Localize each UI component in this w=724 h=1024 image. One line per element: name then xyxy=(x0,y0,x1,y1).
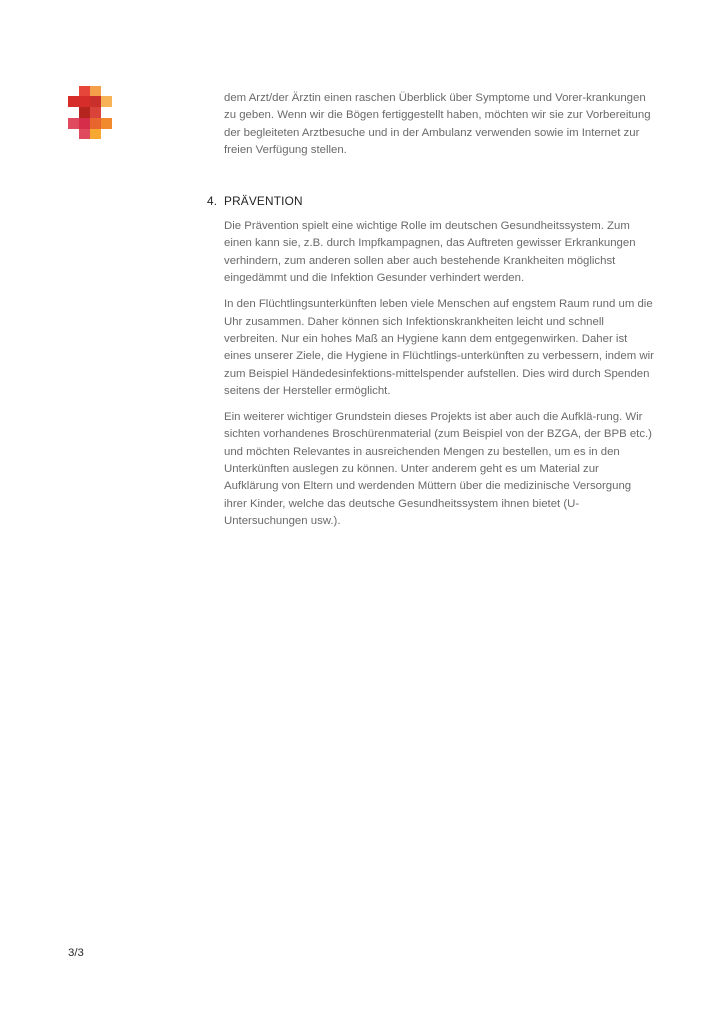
section-paragraph: In den Flüchtlingsunterkünften leben viele Menschen auf engstem Raum rund um die Uhr zusammen. Daher können sich Infektionskrankheiten leicht und schnell verbreiten. Nur ein hohes Maß an Hygiene kann dem entgegenwirken. Daher ist eines unserer Ziele, die Hygiene in Flüchtlings-unterkünften zu verbessern, indem wir zum Beispiel Händedesinfektions-mittelspender aufstellen. Dies wird durch Spenden seitens der Hersteller ermöglicht. xyxy=(224,298,654,397)
logo-block xyxy=(90,107,101,118)
section-paragraph: Die Prävention spielt eine wichtige Rolle im deutschen Gesundheitssystem. Zum einen kann sie, z.B. durch Impfkampagnen, das Auftreten gewisser Erkrankungen verhindern, zum anderen sollen aber auch bestehende Krankheiten möglichst eingedämmt und die Infektion Gesunder verhindert werden. xyxy=(224,220,636,285)
logo-block xyxy=(90,118,101,129)
logo-block xyxy=(90,96,101,107)
logo-block xyxy=(79,129,90,139)
section-heading xyxy=(207,193,654,210)
page-number: 3/3 xyxy=(68,947,84,959)
intro-paragraph: dem Arzt/der Ärztin einen raschen Überblick über Symptome und Vorer-krankungen zu geben. Wenn wir die Bögen fertiggestellt haben, möchten wir sie zur Vorbereitung der begleiteten Arztbesuche und in der Ambulanz verwenden sowie im Internet zur freien Verfügung stellen. xyxy=(224,92,651,156)
logo-block xyxy=(79,107,90,118)
logo-block xyxy=(101,118,112,129)
logo-block xyxy=(79,118,90,129)
logo-block xyxy=(79,86,90,96)
hash-logo-icon xyxy=(68,86,124,142)
logo-block xyxy=(68,118,79,129)
section-title: PRÄVENTION xyxy=(224,194,303,209)
document-body xyxy=(207,90,654,530)
logo-block xyxy=(90,86,101,96)
logo-block xyxy=(90,129,101,139)
logo-block xyxy=(79,96,90,107)
section-number: 4. xyxy=(207,194,218,209)
section-paragraph: Ein weiterer wichtiger Grundstein dieses Projekts ist aber auch die Aufklä-rung. Wir sichten vorhandenes Broschürenmaterial (zum Beispiel von der BZGA, der BPB etc.) und möchten Relevantes in ausreichenden Mengen zu bestellen, um es in den Unterkünften auslegen zu können. Unter anderem geht es um Material zur Aufklärung von Eltern und werdenden Müttern über die medizinische Versorgung ihrer Kinder, welche das deutsche Gesundheitssystem ihnen bietet (U-Untersuchungen usw.). xyxy=(224,411,652,527)
logo-block xyxy=(101,96,112,107)
logo-block xyxy=(68,96,79,107)
